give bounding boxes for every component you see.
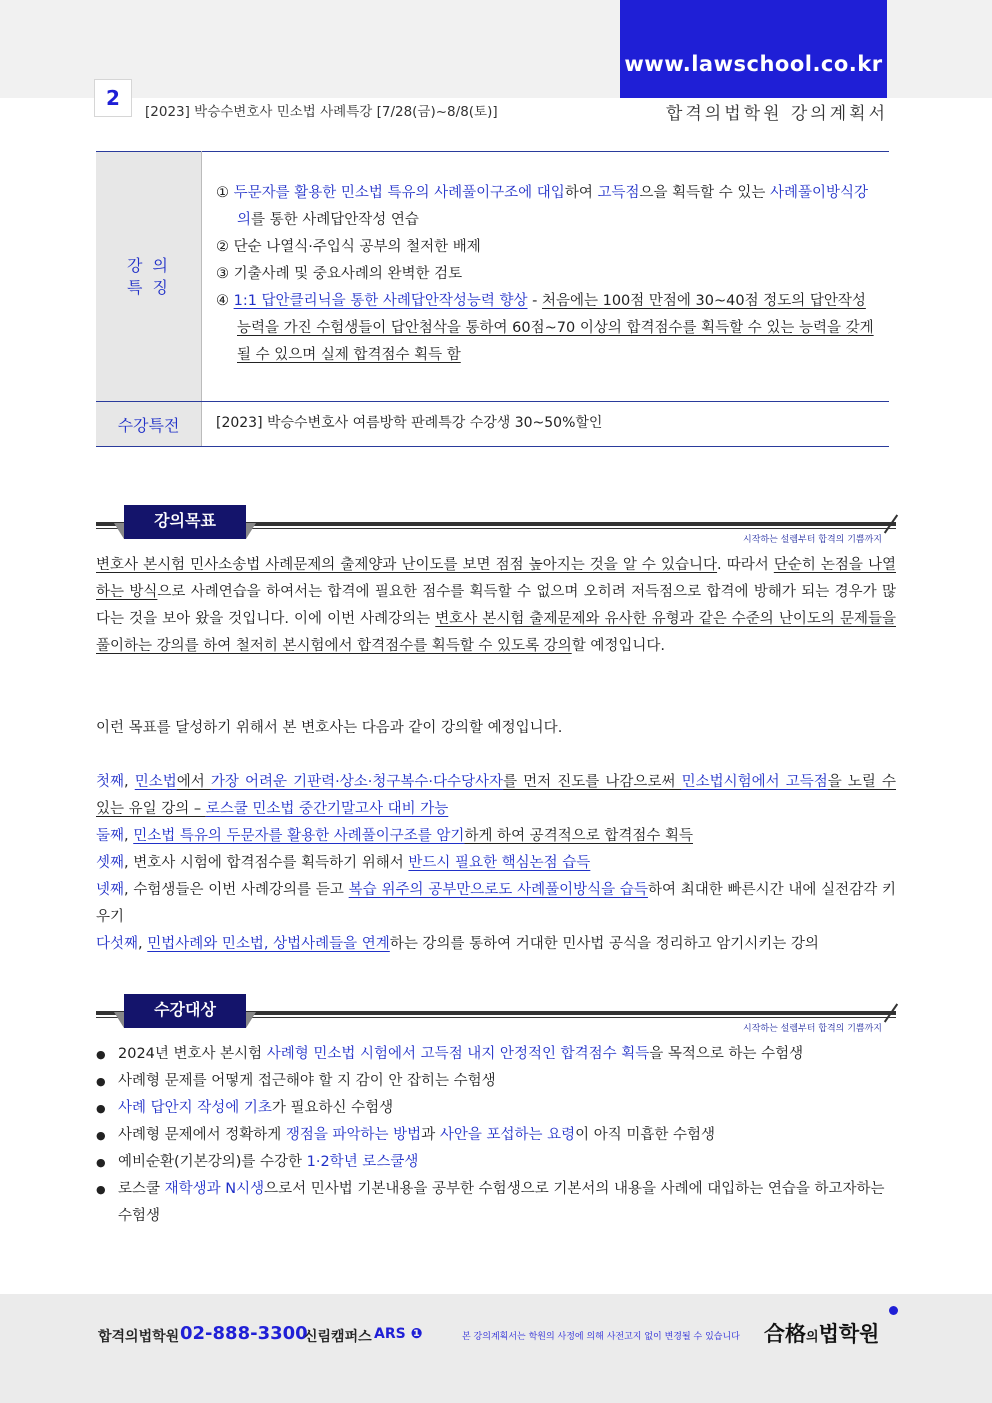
goal-point: [96, 877, 896, 931]
goal-points: [96, 769, 896, 958]
text-run: 로스쿨: [118, 1181, 165, 1197]
text-run: 첫째: [96, 774, 125, 790]
text-run: 1:1 답안클리닉을 통한 사례답안작성능력 향상: [233, 293, 528, 309]
course-title: [2023] 박승수변호사 민소법 사례특강 [7/28(금)~8/8(토)]: [145, 104, 498, 120]
text-run: 민소법 특유의 두문자를 활용한 사례풀이구조를 암기: [133, 828, 465, 844]
text-run: 사례풀이방식강의: [237, 185, 869, 228]
text-run: 기출사례 및 중요사례의 완벽한 검토: [233, 266, 463, 282]
feature-item: [216, 288, 877, 369]
target-item: [96, 1149, 896, 1176]
footer-logo: [764, 1318, 879, 1348]
features-label-line1: 강의: [127, 255, 178, 275]
text-run: 가 필요하신 수험생: [271, 1100, 394, 1116]
text-run: 1·2학년 로스쿨생: [306, 1154, 419, 1170]
text-run: 이 아직 미흡한 수험생: [575, 1127, 715, 1143]
target-list: [96, 1041, 896, 1230]
page-number: 2: [94, 79, 132, 117]
text-run: 사례 답안지 작성에 기초: [118, 1100, 272, 1116]
footer-academy-name: 합격의법학원: [98, 1329, 180, 1345]
site-url[interactable]: www.lawschool.co.kr: [624, 52, 883, 76]
text-run: 고득점: [597, 185, 640, 201]
text-run: 다섯째: [96, 936, 139, 952]
section-banner-target: [96, 994, 896, 1034]
text-run: ,: [124, 828, 134, 844]
logo-mid: 의: [806, 1330, 819, 1345]
text-run: 둘째: [96, 828, 125, 844]
text-run: 변호사 본시험 출제문제와 유사한 유형과 같은 수준의 난이도의 문제들을 풀이하는 강의를 하여 철저히 본시험에서 합격점수를 획득할 수 있도록 강의: [96, 611, 896, 654]
text-run: 복습 위주의 공부만으로도 사례풀이방식을 습득: [348, 882, 648, 898]
feature-number: ④: [216, 293, 234, 309]
goal-point: [96, 931, 896, 958]
features-list: [202, 152, 890, 402]
feature-item: [216, 261, 877, 288]
goal-point: [96, 823, 896, 850]
text-run: 단순 나열식·주입식 공부의 철저한 배제: [233, 239, 481, 255]
logo-end: 법학원: [818, 1322, 880, 1346]
text-run: 으을 획득할 수 있는: [639, 185, 770, 201]
text-run: 처음에는 100점 만점에 30~40점 정도의 답안작성능력을 가진 수험생들이 답안첨삭을 통하여 60점~70 이상의 합격점수를 획득할 수 있는 능력을 갖게될 수 있으며 실제 합격점수 획득 함: [237, 293, 874, 363]
text-run: 민소법시험에서 고득점: [681, 774, 828, 790]
text-run: 2024년 변호사 본시험: [118, 1046, 267, 1062]
text-run: 으로서 민사법 기본내용을 공부한 수험생으로 기본서의 내용을 사례에 대입하는 연습을 하고자하는 수험생: [118, 1181, 885, 1224]
goal-paragraph: [96, 552, 896, 660]
footer-campus: 신림캠퍼스: [304, 1329, 372, 1345]
text-run: 을 노릴 수 있는 유일 강의 –: [96, 774, 897, 817]
special-label: 수강특전: [96, 402, 202, 447]
text-run: 셋째: [96, 855, 125, 871]
section-title-target: 수강대상: [124, 994, 246, 1028]
text-run: 넷째: [96, 882, 125, 898]
text-run: 로스쿨 민소법 중간기말고사 대비 가능: [205, 801, 449, 817]
target-item: [96, 1095, 896, 1122]
target-item: [96, 1176, 896, 1230]
text-run: 민소법: [134, 774, 177, 790]
text-run: 할 예정입니다.: [571, 638, 665, 654]
logo-dot-icon: [889, 1306, 898, 1315]
feature-number: ③: [216, 266, 234, 282]
special-text: [2023] 박승수변호사 여름방학 판례특강 수강생 30~50%할인: [202, 402, 890, 447]
goal-point: [96, 769, 896, 823]
text-run: 을 목적으로 하는 수험생: [649, 1046, 804, 1062]
target-item: [96, 1122, 896, 1149]
section-banner-goal: [96, 505, 896, 545]
feature-item: [216, 180, 877, 234]
text-run: , 수험생들은 이번 사례강의를 듣고: [124, 882, 349, 898]
text-run: 가장 어려운 기판력·상소·청구복수·다수당사자: [210, 774, 504, 790]
text-run: 하는 강의를 통하여 거대한 민사법 공식을 정리하고 암기시키는 강의: [389, 936, 819, 952]
footer-notice: 본 강의계획서는 학원의 사정에 의해 사전고지 없이 변경될 수 있습니다: [462, 1332, 740, 1342]
text-run: 두문자를 활용한 민소법 특유의 사례풀이구조에 대입: [233, 185, 565, 201]
footer-phone[interactable]: 02-888-3300: [180, 1323, 308, 1344]
feature-table: [96, 151, 889, 447]
text-run: 하게 하여 공격적으로 합격점수 획득: [464, 828, 693, 844]
text-run: ,: [124, 774, 135, 790]
text-run: 하여 최대한 빠른시간 내에 실전감각 키우기: [96, 882, 896, 925]
goal-lead: 이런 목표를 달성하기 위해서 본 변호사는 다음과 같이 강의할 예정입니다.: [96, 720, 563, 736]
text-run: , 변호사 시험에 합격점수를 획득하기 위해서: [124, 855, 409, 871]
text-run: 으로 사례연습을 하여서는 합격에 필요한 점수를 획득할 수 없으며 오히려 저득점으로 합격에 방해가 되는 경우가 많다는 것을 보아 왔을 것입니다. 이에 이번 사례강의는: [96, 584, 896, 627]
feature-number: ②: [216, 239, 234, 255]
text-run: . 따라서: [717, 557, 774, 573]
target-item: [96, 1068, 896, 1095]
footer: [0, 1294, 992, 1403]
text-run: 사례형 문제를 어떻게 접근해야 할 지 감이 안 잡히는 수험생: [118, 1073, 496, 1089]
feature-item: [216, 234, 877, 261]
text-run: 단순히 논점을 나열하는 방식: [96, 557, 896, 600]
text-run: 반드시 필요한 핵심논점 습득: [408, 855, 591, 871]
text-run: 를 통한 사례답안작성 연습: [251, 212, 419, 228]
text-run: 사례형 문제에서 정확하게: [118, 1127, 286, 1143]
text-run: 를 먼저 진도를 나감으로써: [503, 774, 682, 790]
feature-number: ①: [216, 185, 234, 201]
text-run: 하여: [564, 185, 598, 201]
goal-point: [96, 850, 896, 877]
text-run: 쟁점을 파악하는 방법: [285, 1127, 422, 1143]
target-item: [96, 1041, 896, 1068]
section-title-goal: 강의목표: [124, 505, 246, 539]
text-run: 사안을 포섭하는 요령: [439, 1127, 576, 1143]
text-run: ,: [138, 936, 148, 952]
text-run: 변호사 본시험 민사소송법 사례문제의 출제양과 난이도를 보면 점점 높아지는 것을 알 수 있습니다: [96, 557, 718, 573]
text-run: 예비순환(기본강의)를 수강한: [118, 1154, 307, 1170]
text-run: 과: [421, 1127, 440, 1143]
site-banner: [620, 0, 887, 98]
features-label-line2: 특징: [127, 277, 178, 297]
section-slogan: 시작하는 설렘부터 합격의 기쁨까지: [743, 535, 882, 545]
text-run: 민법사례와 민소법, 상법사례들을 연계: [147, 936, 390, 952]
text-run: 재학생과 N시생: [164, 1181, 265, 1197]
section-slogan-target: 시작하는 설렘부터 합격의 기쁨까지: [743, 1024, 882, 1034]
features-label: [96, 152, 202, 402]
text-run: -: [527, 293, 542, 309]
text-run: 에서: [176, 774, 211, 790]
text-run: 사례형 민소법 시험에서 고득점 내지 안정적인 합격점수 획득: [266, 1046, 650, 1062]
footer-ars: ARS ❶: [374, 1326, 423, 1342]
doc-title: 합격의법학원 강의계획서: [665, 104, 888, 124]
logo-main: 合格: [764, 1322, 806, 1346]
